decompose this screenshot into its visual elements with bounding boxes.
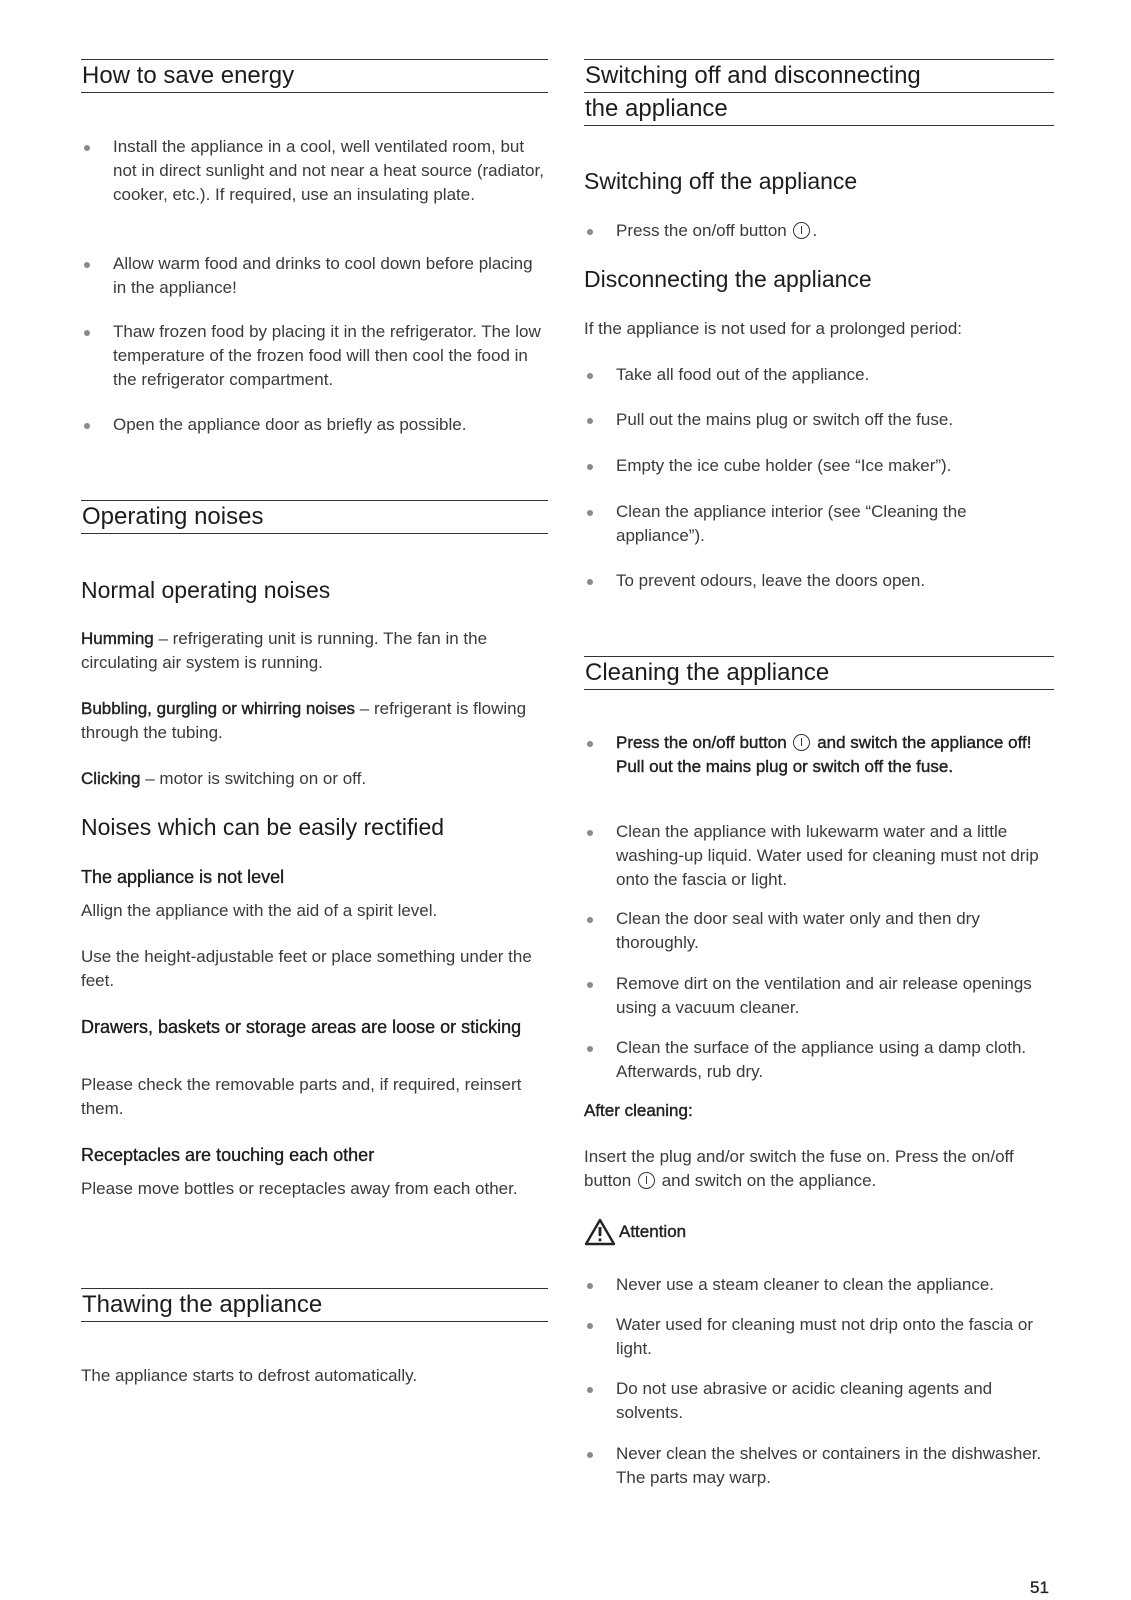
bullet-icon [587, 464, 593, 470]
bullet-icon [84, 423, 90, 429]
list-item: Empty the ice cube holder (see “Ice maker”). [584, 454, 1054, 478]
list-item: Clean the appliance interior (see “Cleaning the appliance”). [584, 500, 1054, 548]
bullet-icon [587, 1283, 593, 1289]
bullet-icon [587, 982, 593, 988]
list-item: Water used for cleaning must not drip onto the fascia or light. [584, 1313, 1054, 1361]
receptacles-text: Please move bottles or receptacles away from each other. [81, 1179, 518, 1198]
bullet-icon [84, 145, 90, 151]
list-item: Thaw frozen food by placing it in the refrigerator. The low temperature of the frozen food will then cool the food in the refrigerator compartment. [81, 320, 548, 392]
list-item: Never clean the shelves or containers in the dishwasher. The parts may warp. [584, 1442, 1054, 1490]
power-button-icon [793, 222, 810, 239]
attention-label: Attention [584, 1218, 1054, 1246]
section-title-save-energy: How to save energy [81, 59, 548, 93]
heading-receptacles: Receptacles are touching each other [81, 1145, 375, 1165]
list-item: Install the appliance in a cool, well ventilated room, but not in direct sunlight and not near a heat source (radiator, cooker, etc.). If required, use an insulating plate. [81, 135, 548, 207]
list-item: Press the on/off button and switch the appliance off! Pull out the mains plug or switch off the fuse. [584, 731, 1054, 779]
list-item: Never use a steam cleaner to clean the appliance. [584, 1273, 1054, 1297]
list-item: Pull out the mains plug or switch off the fuse. [584, 408, 1054, 432]
section-title-switching: Switching off and disconnecting the appliance [584, 59, 1054, 126]
bullet-icon [587, 1323, 593, 1329]
bullet-icon [587, 830, 593, 836]
bullet-icon [587, 1046, 593, 1052]
clicking-paragraph: Clicking – motor is switching on or off. [81, 769, 367, 788]
heading-not-level: The appliance is not level [81, 867, 285, 887]
bullet-icon [587, 579, 593, 585]
list-item: Remove dirt on the ventilation and air release openings using a vacuum cleaner. [584, 972, 1054, 1020]
bullet-icon [587, 1452, 593, 1458]
list-item: Open the appliance door as briefly as possible. [81, 413, 548, 437]
save-energy-section [81, 59, 548, 93]
thawing-section [81, 1288, 548, 1322]
after-cleaning-text: Insert the plug and/or switch the fuse on. Press the on/off button and switch on the appliance. [584, 1147, 1014, 1190]
section-title-cleaning: Cleaning the appliance [584, 656, 1054, 690]
bullet-icon [84, 330, 90, 336]
thawing-text: The appliance starts to defrost automatically. [81, 1366, 418, 1385]
heading-rectified-noises: Noises which can be easily rectified [81, 814, 445, 840]
heading-disconnecting: Disconnecting the appliance [584, 266, 872, 292]
not-level-text-1: Allign the appliance with the aid of a spirit level. [81, 901, 438, 920]
operating-noises-section [81, 500, 548, 534]
switching-section [584, 59, 1054, 126]
bubbling-paragraph: Bubbling, gurgling or whirring noises – refrigerant is flowing through the tubing. [81, 699, 527, 742]
list-item: Take all food out of the appliance. [584, 363, 1054, 387]
heading-normal-noises: Normal operating noises [81, 577, 331, 603]
section-title-thawing: Thawing the appliance [81, 1288, 548, 1322]
bullet-icon [587, 418, 593, 424]
heading-switching-off: Switching off the appliance [584, 168, 858, 194]
power-button-icon [793, 734, 810, 751]
bullet-icon [84, 262, 90, 268]
not-level-text-2: Use the height-adjustable feet or place something under the feet. [81, 947, 532, 990]
humming-paragraph: Humming – refrigerating unit is running. The fan in the circulating air system is running. [81, 629, 488, 672]
bullet-icon [587, 229, 593, 235]
list-item: Press the on/off button . [584, 219, 1054, 243]
heading-drawers: Drawers, baskets or storage areas are loose or sticking [81, 1017, 522, 1037]
list-item: Clean the appliance with lukewarm water and a little washing-up liquid. Water used for cleaning must not drip onto the fascia or light. [584, 820, 1054, 892]
bullet-icon [587, 741, 593, 747]
list-item: Allow warm food and drinks to cool down before placing in the appliance! [81, 252, 548, 300]
list-item: Do not use abrasive or acidic cleaning agents and solvents. [584, 1377, 1054, 1425]
bullet-icon [587, 917, 593, 923]
bullet-icon [587, 510, 593, 516]
bullet-icon [587, 1387, 593, 1393]
cleaning-section [584, 656, 1054, 690]
power-button-icon [638, 1172, 655, 1189]
list-item: To prevent odours, leave the doors open. [584, 569, 1054, 593]
section-title-operating-noises: Operating noises [81, 500, 548, 534]
warning-triangle-icon [584, 1218, 616, 1246]
page-number: 51 [1030, 1578, 1049, 1597]
bullet-icon [587, 373, 593, 379]
list-item: Clean the door seal with water only and then dry thoroughly. [584, 907, 1054, 955]
disconnect-intro: If the appliance is not used for a prolonged period: [584, 319, 963, 338]
after-cleaning-heading: After cleaning: [584, 1101, 693, 1120]
list-item: Clean the surface of the appliance using a damp cloth. Afterwards, rub dry. [584, 1036, 1054, 1084]
drawers-text: Please check the removable parts and, if required, reinsert them. [81, 1075, 522, 1118]
